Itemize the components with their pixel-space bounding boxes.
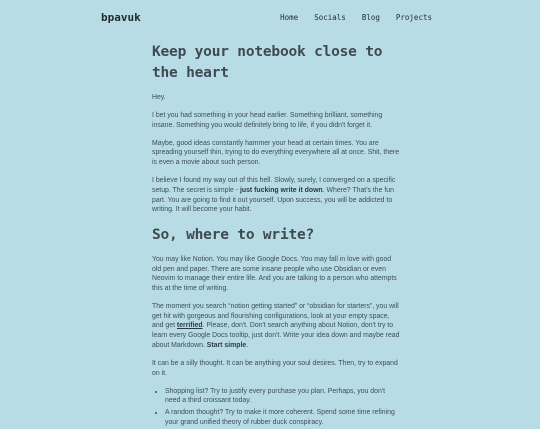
site-brand-link[interactable]: bpavuk (101, 11, 141, 24)
paragraph-start-simple (152, 302, 400, 351)
examples-list (152, 387, 400, 428)
paragraph-tools: You may like Notion. You may like Google Docs. You may fall in love with good old pen and paper. There are some insane people who use Obsidian or even Neovim to manage their entire life. And you are talking to a person who attempts this at the time of writing. (152, 255, 397, 293)
list-item: • A random thought? Try to make it more coherent. Spend some time refining your grand unified theory of rubber duck conspiracy. (165, 408, 400, 427)
text-fragment: The moment you search “notion getting started” or “obsidian for starters”, you will get hit with gorgeous and flourishing configurations, look at your empty space, and get (152, 303, 399, 330)
paragraph-silly-thought: It can be a silly thought. It can be anything your soul desires. Then, try to expand on it. (152, 359, 398, 377)
main-nav (280, 13, 432, 22)
nav-link-projects[interactable]: Projects (395, 13, 432, 22)
nav-link-blog[interactable]: Blog (361, 13, 380, 22)
emphasis-start-simple: Start simple (206, 341, 247, 349)
paragraph-solution (152, 176, 400, 215)
paragraph-greeting: Hey. (152, 94, 166, 101)
text-fragment: . Please, don't. Don't search anything about Notion, don't try to learn every Google Docs tooltip, just don't. Write your idea down and maybe read about Markdown. (152, 322, 400, 349)
link-terrified[interactable]: terrified (176, 322, 203, 330)
article-title: Keep your notebook close to the heart (152, 44, 383, 81)
text-fragment: I believe I found my way out of this hell. Slowly, surely, I converged on a specific setup. The secret is simple - (152, 177, 396, 194)
paragraph-spreading-thin: Maybe, good ideas constantly hammer your head at certain times. You are spreading yourself thin, trying to do everything everywhere all at once. Shit, there is even a movie about such person. (152, 139, 400, 167)
nav-link-home[interactable]: Home (280, 13, 299, 22)
list-item: • Shopping list? Try to justify every purchase you plan. Perhaps, you don't need a third croissant today. (165, 387, 400, 406)
paragraph-intro: I bet you had something in your head earlier. Something brilliant, something insane. Something you would definitely bring to life, if you didn't forget it. (152, 112, 383, 129)
emphasis-write-it-down: just fucking write it down (239, 186, 323, 194)
nav-link-socials[interactable]: Socials (314, 13, 346, 22)
section-heading-where-to-write: So, where to write? (152, 226, 315, 243)
text-fragment: . Where? That's the fun part. You are going to find it out yourself. Upon success, you will be addicted to writing. It will become your habit. (152, 186, 394, 214)
top-navbar (0, 0, 540, 36)
text-fragment: . (246, 341, 249, 349)
blog-article (152, 42, 400, 429)
